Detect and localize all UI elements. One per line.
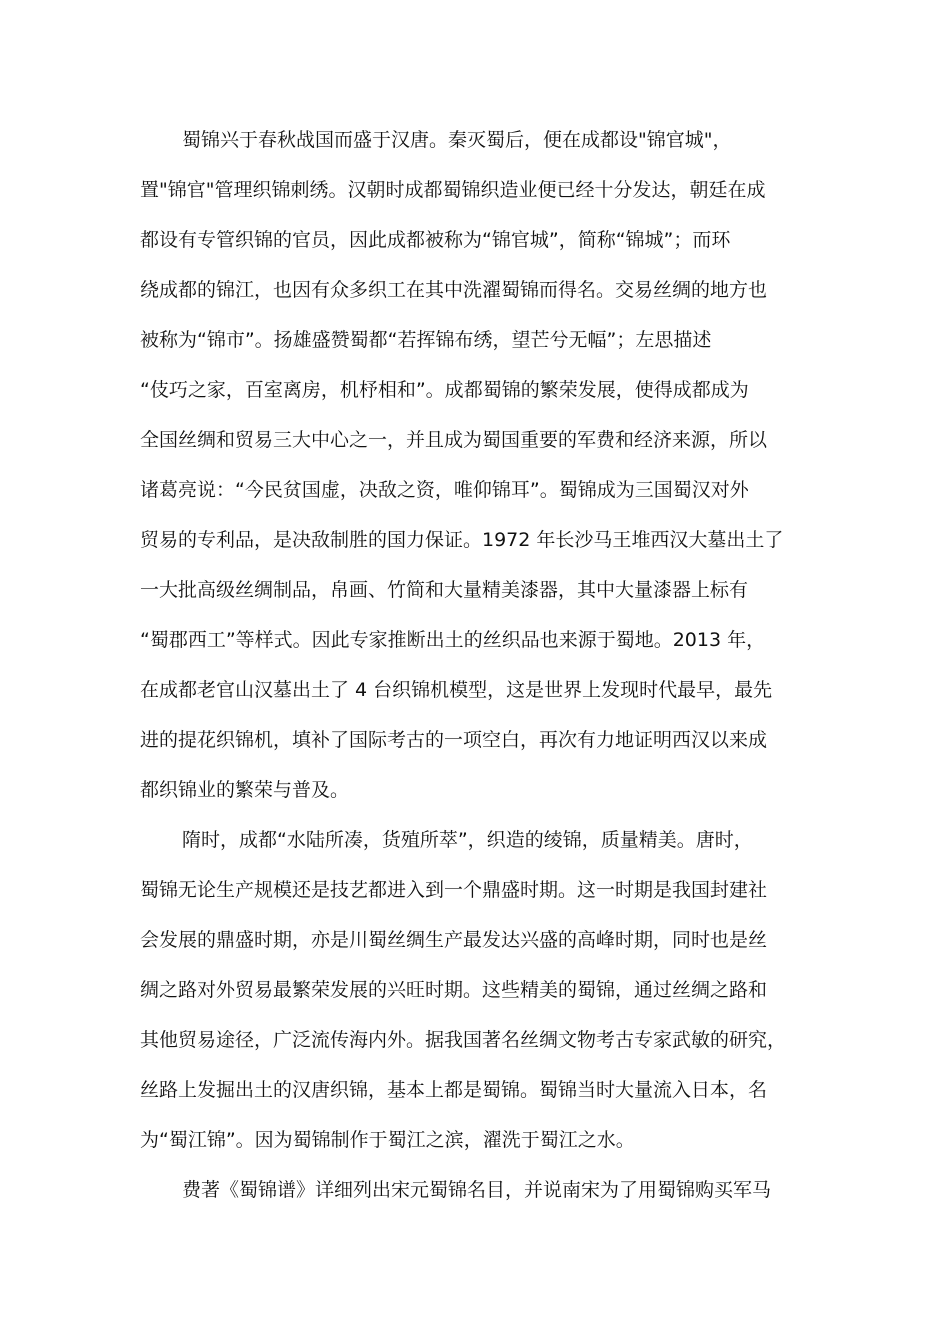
paragraph-2-line-2: 蜀锦无论生产规模还是技艺都进入到一个鼎盛时期。这一时期是我国封建社 xyxy=(140,879,768,901)
paragraph-1-line-9: 贸易的专利品，是决敌制胜的国力保证。1972 年长沙马王堆西汉大墓出土了 xyxy=(140,529,784,551)
paragraph-1-line-12: 在成都老官山汉墓出土了 4 台织锦机模型，这是世界上发现时代最早，最先 xyxy=(140,679,773,701)
paragraph-1-line-13: 进的提花织锦机，填补了国际考古的一项空白，再次有力地证明西汉以来成 xyxy=(140,729,768,751)
paragraph-2-line-3: 会发展的鼎盛时期，亦是川蜀丝绸生产最发达兴盛的高峰时期，同时也是丝 xyxy=(140,929,768,951)
paragraph-1-line-14: 都织锦业的繁荣与普及。 xyxy=(140,779,350,801)
paragraph-1-line-7: 全国丝绸和贸易三大中心之一，并且成为蜀国重要的军费和经济来源，所以 xyxy=(140,429,768,451)
paragraph-1-line-8: 诸葛亮说：“今民贫国虚，决敌之资，唯仰锦耳”。蜀锦成为三国蜀汉对外 xyxy=(140,479,749,501)
paragraph-2-line-7: 为“蜀江锦”。因为蜀锦制作于蜀江之滨，濯洗于蜀江之水。 xyxy=(140,1129,635,1151)
paragraph-1-line-3: 都设有专管织锦的官员，因此成都被称为“锦官城”，简称“锦城”；而环 xyxy=(140,229,731,251)
document-body xyxy=(140,115,820,1215)
paragraph-1-line-4: 绕成都的锦江，也因有众多织工在其中洗濯蜀锦而得名。交易丝绸的地方也 xyxy=(140,279,768,301)
paragraph-1-line-10: 一大批高级丝绸制品，帛画、竹简和大量精美漆器，其中大量漆器上标有 xyxy=(140,579,749,601)
paragraph-1-line-2: 置"锦官"管理织锦刺绣。汉朝时成都蜀锦织造业便已经十分发达，朝廷在成 xyxy=(140,179,766,201)
paragraph-2-line-1: 隋时，成都“水陆所凑，货殖所萃”，织造的绫锦，质量精美。唐时， xyxy=(182,829,753,851)
paragraph-1-line-11: “蜀郡西工”等样式。因此专家推断出土的丝织品也来源于蜀地。2013 年， xyxy=(140,629,766,651)
paragraph-1-line-1: 蜀锦兴于春秋战国而盛于汉唐。秦灭蜀后，便在成都设"锦官城"， xyxy=(182,129,732,151)
paragraph-2-line-6: 丝路上发掘出土的汉唐织锦，基本上都是蜀锦。蜀锦当时大量流入日本，名 xyxy=(140,1079,768,1101)
paragraph-2-line-5: 其他贸易途径，广泛流传海内外。据我国著名丝绸文物考古专家武敏的研究， xyxy=(140,1029,787,1051)
paragraph-1-line-5: 被称为“锦市”。扬雄盛赞蜀都“若挥锦布绣，望芒兮无幅”；左思描述 xyxy=(140,329,712,351)
paragraph-1-line-6: “伎巧之家，百室离房，机杼相和”。成都蜀锦的繁荣发展，使得成都成为 xyxy=(140,379,749,401)
paragraph-2-line-4: 绸之路对外贸易最繁荣发展的兴旺时期。这些精美的蜀锦，通过丝绸之路和 xyxy=(140,979,768,1001)
paragraph-3-line-1: 费著《蜀锦谱》详细列出宋元蜀锦名目，并说南宋为了用蜀锦购买军马 xyxy=(182,1179,772,1201)
